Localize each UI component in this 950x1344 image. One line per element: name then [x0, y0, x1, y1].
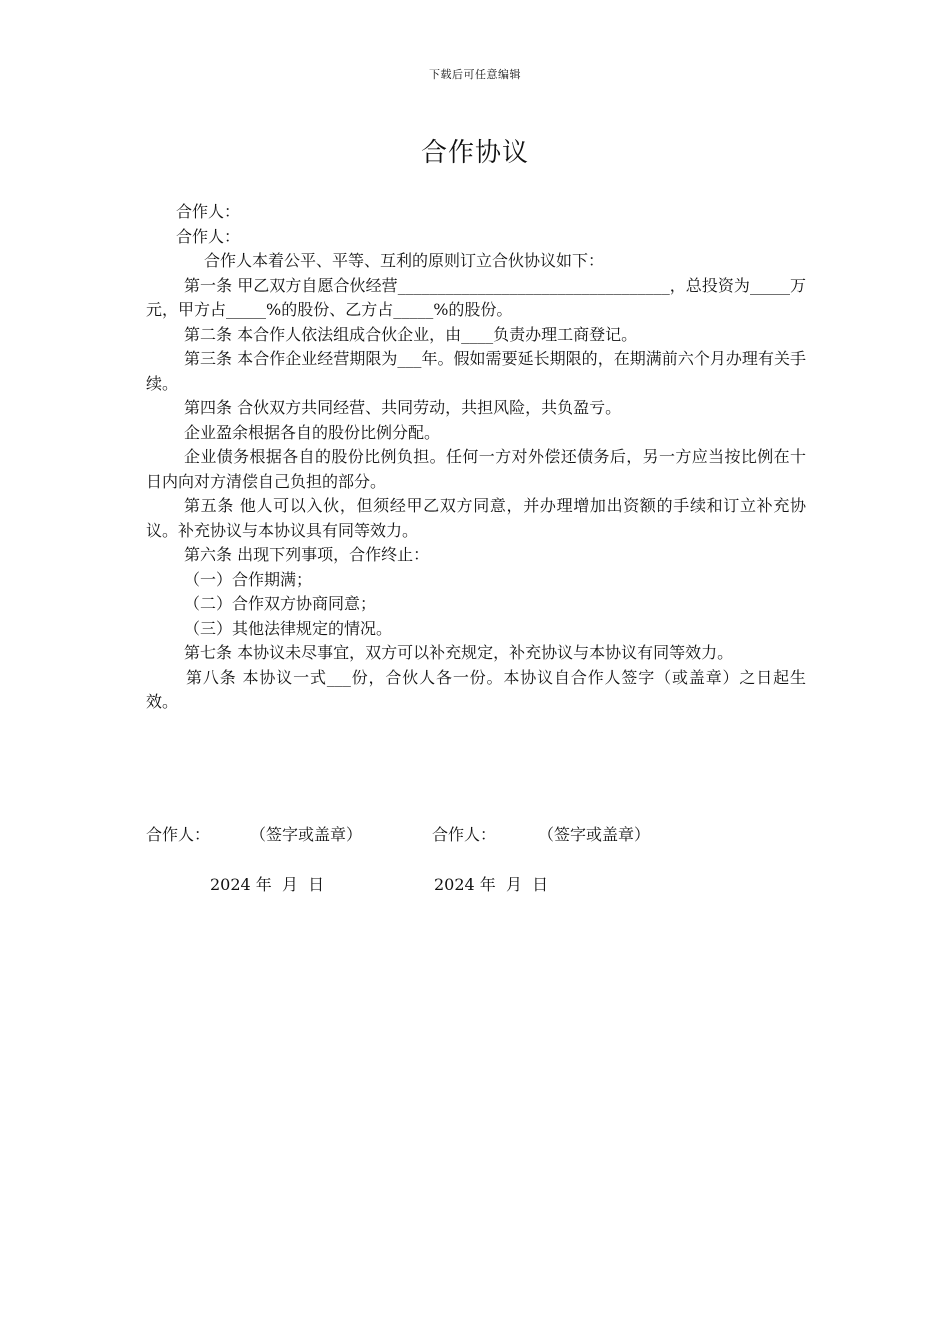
date-left: 2024 年 月 日: [210, 875, 325, 894]
article-8: 第八条 本协议一式___份，合伙人各一份。本协议自合作人签字（或盖章）之日起生效。: [146, 667, 806, 711]
party-line-2: 合作人：: [176, 226, 241, 246]
article-2: 第二条 本合作人依法组成合伙企业，由____负责办理工商登记。: [184, 324, 638, 344]
article-6-item-3: （三）其他法律规定的情况。: [184, 618, 393, 638]
signature-left-label: 合作人：: [146, 825, 211, 844]
preamble: 合作人本着公平、平等、互利的原则订立合伙协议如下：: [204, 251, 605, 270]
signature-right-note: （签字或盖章）: [538, 825, 651, 844]
header-note: 下载后可任意编辑: [429, 68, 521, 81]
signature-left-note: （签字或盖章）: [250, 825, 363, 844]
date-row: [146, 872, 549, 929]
signature-right-label: 合作人：: [432, 825, 497, 844]
article-1: 第一条 甲乙双方自愿合伙经营__________________________________，总投资为_____万元，甲方占_____%的股份、乙方占_____%的股份。: [146, 275, 806, 319]
agreement-body: [146, 200, 806, 715]
article-4: 第四条 合伙双方共同经营、共同劳动，共担风险，共负盈亏。: [184, 398, 622, 417]
article-5: 第五条 他人可以入伙，但须经甲乙双方同意，并办理增加出资额的手续和订立补充协议。补充协议与本协议具有同等效力。: [146, 496, 806, 540]
article-7: 第七条 本协议未尽事宜，双方可以补充规定，补充协议与本协议有同等效力。: [184, 643, 734, 662]
article-4-debt: 企业债务根据各自的股份比例负担。任何一方对外偿还债务后，另一方应当按比例在十日内向对方清偿自己负担的部分。: [146, 447, 806, 491]
article-3: 第三条 本合作企业经营期限为___年。假如需要延长期限的，在期满前六个月办理有关手续。: [146, 349, 806, 393]
article-4-profit: 企业盈余根据各自的股份比例分配。: [184, 422, 441, 442]
article-6: 第六条 出现下列事项，合作终止：: [184, 545, 430, 564]
document-title: 合作协议: [420, 138, 529, 168]
party-line-1: 合作人：: [176, 202, 241, 221]
article-6-item-2: （二）合作双方协商同意；: [184, 594, 377, 613]
article-6-item-1: （一）合作期满；: [184, 569, 313, 589]
date-right: 2024 年 月 日: [434, 875, 549, 894]
